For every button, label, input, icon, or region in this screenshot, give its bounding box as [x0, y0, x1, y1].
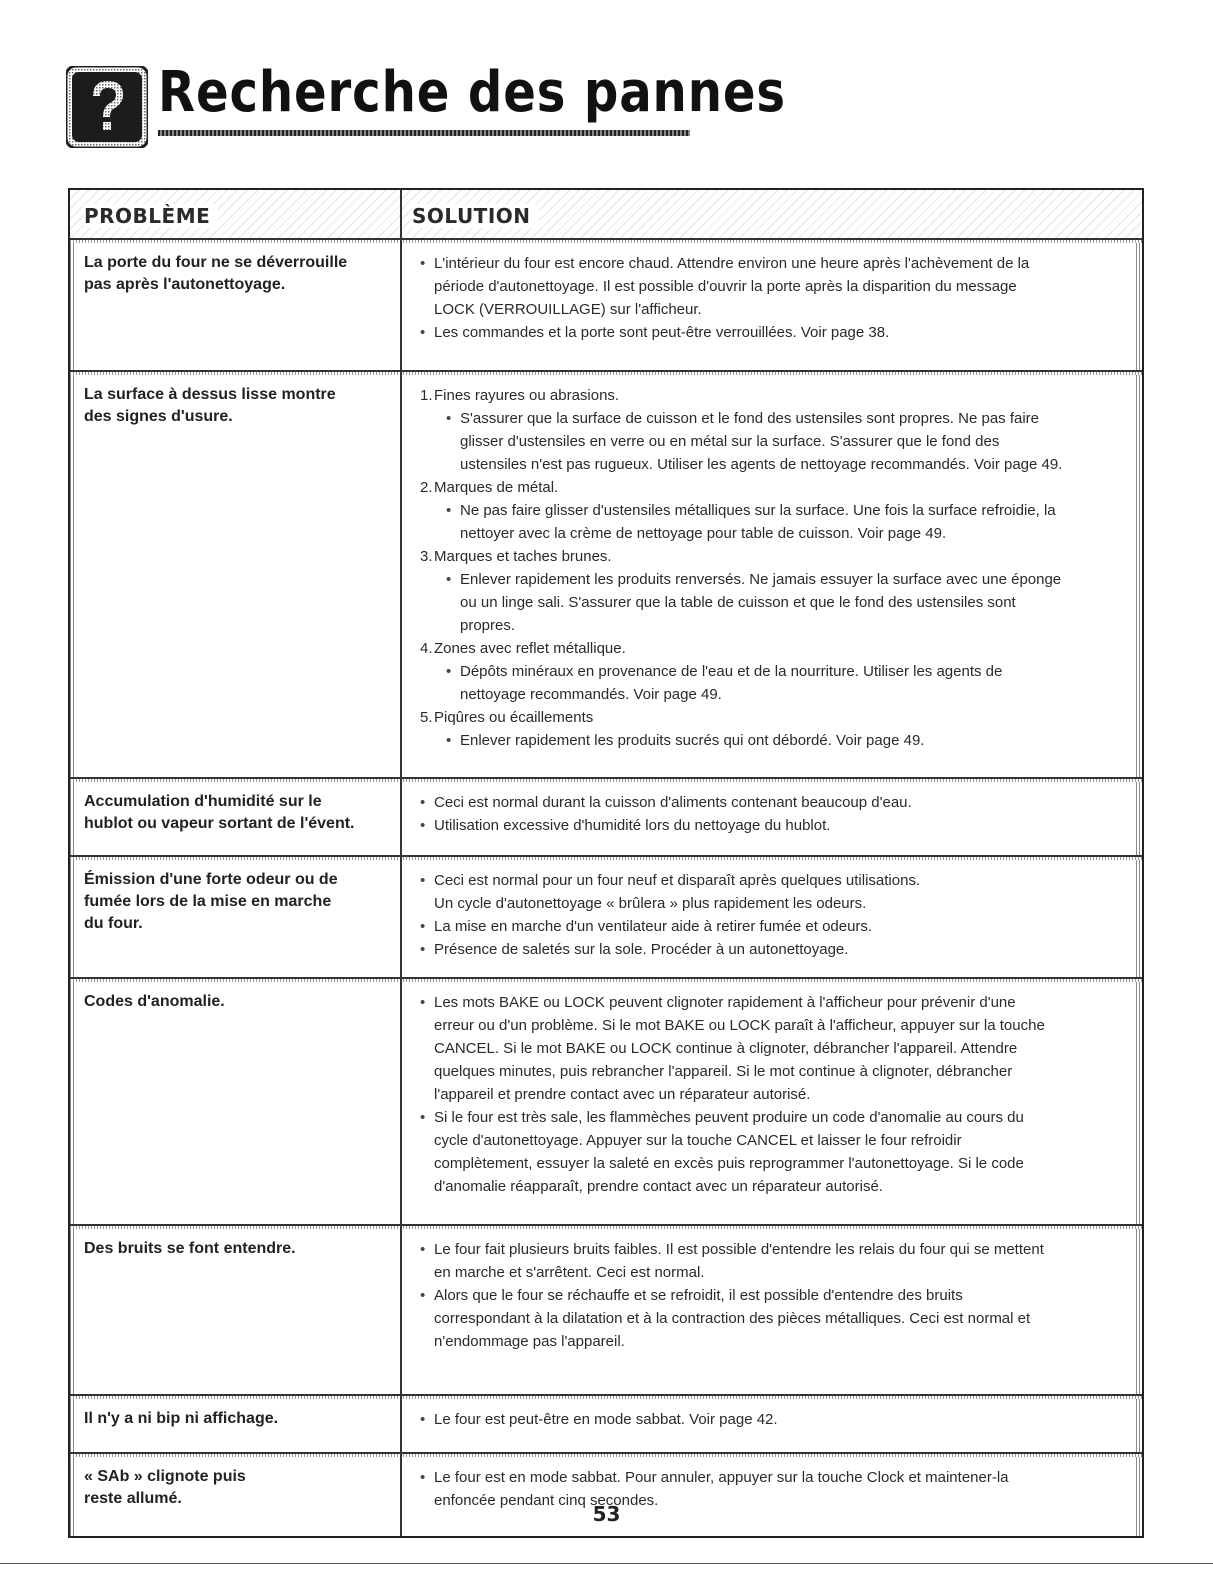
continued-line: quelques minutes, puis rebrancher l'appareil. Si le mot continue à clignoter, débrancher [434, 1063, 1013, 1080]
page-header [66, 58, 786, 158]
table-row [70, 857, 1142, 979]
solution-cell [402, 240, 1142, 370]
problem-cell [70, 240, 402, 370]
bullet-line: • Ne pas faire glisser d'ustensiles métalliques sur la surface. Une fois la surface refroidie, la [412, 499, 1134, 522]
problem-text: Émission d'une forte odeur ou de fumée lors de la mise en marche du four. [84, 871, 338, 932]
continued-line: glisser d'ustensiles en verre ou en métal sur la surface. S'assurer que le fond des [460, 433, 1000, 450]
problem-column-header: PROBLÈME [84, 204, 218, 228]
item-text: Piqûres ou écaillements [434, 709, 594, 726]
item-number: 4. [420, 640, 433, 657]
solution-cell [402, 1396, 1142, 1452]
continued-line: CANCEL. Si le mot BAKE ou LOCK continue à clignoter, débrancher l'appareil. Attendre [434, 1040, 1018, 1057]
problem-cell [70, 372, 402, 777]
bullet-line: • Ceci est normal pour un four neuf et disparaît après quelques utilisations. [412, 869, 1134, 892]
table-row [70, 779, 1142, 857]
bullet-line: • Le four est en mode sabbat. Pour annuler, appuyer sur la touche Clock et maintener-la [412, 1466, 1134, 1489]
table-row [70, 1226, 1142, 1396]
continued-line: enfoncée pendant cinq secondes. [434, 1492, 659, 1509]
bullet-line: • S'assurer que la surface de cuisson et le fond des ustensiles sont propres. Ne pas faire [412, 407, 1134, 430]
problem-text: Des bruits se font entendre. [84, 1240, 296, 1257]
continued-line: erreur ou d'un problème. Si le mot BAKE ou LOCK paraît à l'afficheur, appuyer sur la touche [434, 1017, 1045, 1034]
item-number: 5. [420, 709, 433, 726]
item-number: 1. [420, 387, 433, 404]
continued-line: Un cycle d'autonettoyage « brûlera » plus rapidement les odeurs. [434, 895, 867, 912]
problem-cell [70, 857, 402, 977]
solution-list [412, 252, 1134, 344]
bullet-line: • Le four est peut-être en mode sabbat. Voir page 42. [412, 1408, 1134, 1431]
bullet-line: • Si le four est très sale, les flammèches peuvent produire un code d'anomalie au cours du [412, 1106, 1134, 1129]
table-row [70, 240, 1142, 372]
problem-cell [70, 979, 402, 1224]
question-mark-icon [66, 66, 148, 148]
continued-line: nettoyage recommandés. Voir page 49. [460, 686, 722, 703]
bullet-line: • Utilisation excessive d'humidité lors du nettoyage du hublot. [412, 814, 1134, 837]
table-row [70, 372, 1142, 779]
table-row [70, 1396, 1142, 1454]
solution-list [412, 1238, 1134, 1353]
item-text: Marques et taches brunes. [434, 548, 612, 565]
solution-list [412, 1408, 1134, 1431]
bullet-line: • Les mots BAKE ou LOCK peuvent clignoter rapidement à l'afficheur pour prévenir d'une [412, 991, 1134, 1014]
problem-text: La surface à dessus lisse montre des signes d'usure. [84, 386, 336, 425]
item-number: 2. [420, 479, 433, 496]
solution-cell [402, 372, 1142, 777]
problem-cell [70, 779, 402, 855]
title-underline [158, 130, 690, 136]
bottom-rule [0, 1563, 1213, 1564]
continued-line: l'appareil et prendre contact avec un réparateur autorisé. [434, 1086, 811, 1103]
solution-column-header: SOLUTION [412, 204, 539, 228]
troubleshooting-table [68, 188, 1144, 1538]
solution-list [412, 791, 1134, 837]
bullet-line: • Enlever rapidement les produits renversés. Ne jamais essuyer la surface avec une éponge [412, 568, 1134, 591]
continued-line: n'endommage pas l'appareil. [434, 1333, 625, 1350]
continued-line: propres. [460, 617, 516, 634]
solution-list [412, 869, 1134, 961]
problem-text: Codes d'anomalie. [84, 993, 225, 1010]
solution-cell [402, 779, 1142, 855]
solution-cell [402, 979, 1142, 1224]
problem-cell [70, 1396, 402, 1452]
continued-line: période d'autonettoyage. Il est possible d'ouvrir la porte après la disparition du message [434, 278, 1017, 295]
problem-text: Accumulation d'humidité sur le hublot ou vapeur sortant de l'évent. [84, 793, 355, 832]
numbered-item [412, 706, 1134, 729]
page-title: Recherche des pannes [158, 60, 786, 125]
table-row [70, 979, 1142, 1226]
table-header-row [70, 190, 1142, 240]
continued-line: ou un linge sali. S'assurer que la table de cuisson et que le fond des ustensiles sont [460, 594, 1016, 611]
solution-cell [402, 1226, 1142, 1394]
problem-column-header-cell [70, 190, 402, 238]
continued-line: nettoyer avec la crème de nettoyage pour table de cuisson. Voir page 49. [460, 525, 947, 542]
bullet-line: • Ceci est normal durant la cuisson d'aliments contenant beaucoup d'eau. [412, 791, 1134, 814]
numbered-item [412, 384, 1134, 407]
continued-line: en marche et s'arrêtent. Ceci est normal. [434, 1264, 705, 1281]
bullet-line: • La mise en marche d'un ventilateur aide à retirer fumée et odeurs. [412, 915, 1134, 938]
continued-line: correspondant à la dilatation et à la contraction des pièces métalliques. Ceci est normal et [434, 1310, 1031, 1327]
bullet-line: • Les commandes et la porte sont peut-être verrouillées. Voir page 38. [412, 321, 1134, 344]
page-number: 53 [592, 1502, 621, 1526]
problem-text: Il n'y a ni bip ni affichage. [84, 1410, 279, 1427]
numbered-item [412, 545, 1134, 568]
solution-cell [402, 857, 1142, 977]
bullet-line: • Présence de saletés sur la sole. Procéder à un autonettoyage. [412, 938, 1134, 961]
item-text: Zones avec reflet métallique. [434, 640, 626, 657]
continued-line: d'anomalie réapparaît, prendre contact avec un réparateur autorisé. [434, 1178, 883, 1195]
item-text: Fines rayures ou abrasions. [434, 387, 620, 404]
solution-column-header-cell [402, 190, 1142, 238]
solution-list [412, 384, 1134, 752]
item-number: 3. [420, 548, 433, 565]
continued-line: LOCK (VERROUILLAGE) sur l'afficheur. [434, 301, 702, 318]
item-text: Marques de métal. [434, 479, 559, 496]
numbered-item [412, 637, 1134, 660]
problem-cell [70, 1226, 402, 1394]
bullet-line: • Enlever rapidement les produits sucrés qui ont débordé. Voir page 49. [412, 729, 1134, 752]
continued-line: ustensiles n'est pas rugueux. Utiliser les agents de nettoyage recommandés. Voir page 49. [460, 456, 1063, 473]
continued-line: complètement, essuyer la saleté en excès puis reprogrammer l'autonettoyage. Si le code [434, 1155, 1024, 1172]
problem-text: « SAb » clignote puis reste allumé. [84, 1468, 246, 1507]
bullet-line: • Le four fait plusieurs bruits faibles. Il est possible d'entendre les relais du four qui se mettent [412, 1238, 1134, 1261]
problem-text: La porte du four ne se déverrouille pas après l'autonettoyage. [84, 254, 348, 293]
continued-line: cycle d'autonettoyage. Appuyer sur la touche CANCEL et laisser le four refroidir [434, 1132, 962, 1149]
solution-list [412, 991, 1134, 1198]
bullet-line: • L'intérieur du four est encore chaud. Attendre environ une heure après l'achèvement de la [412, 252, 1134, 275]
bullet-line: • Alors que le four se réchauffe et se refroidit, il est possible d'entendre des bruits [412, 1284, 1134, 1307]
numbered-item [412, 476, 1134, 499]
bullet-line: • Dépôts minéraux en provenance de l'eau et de la nourriture. Utiliser les agents de [412, 660, 1134, 683]
